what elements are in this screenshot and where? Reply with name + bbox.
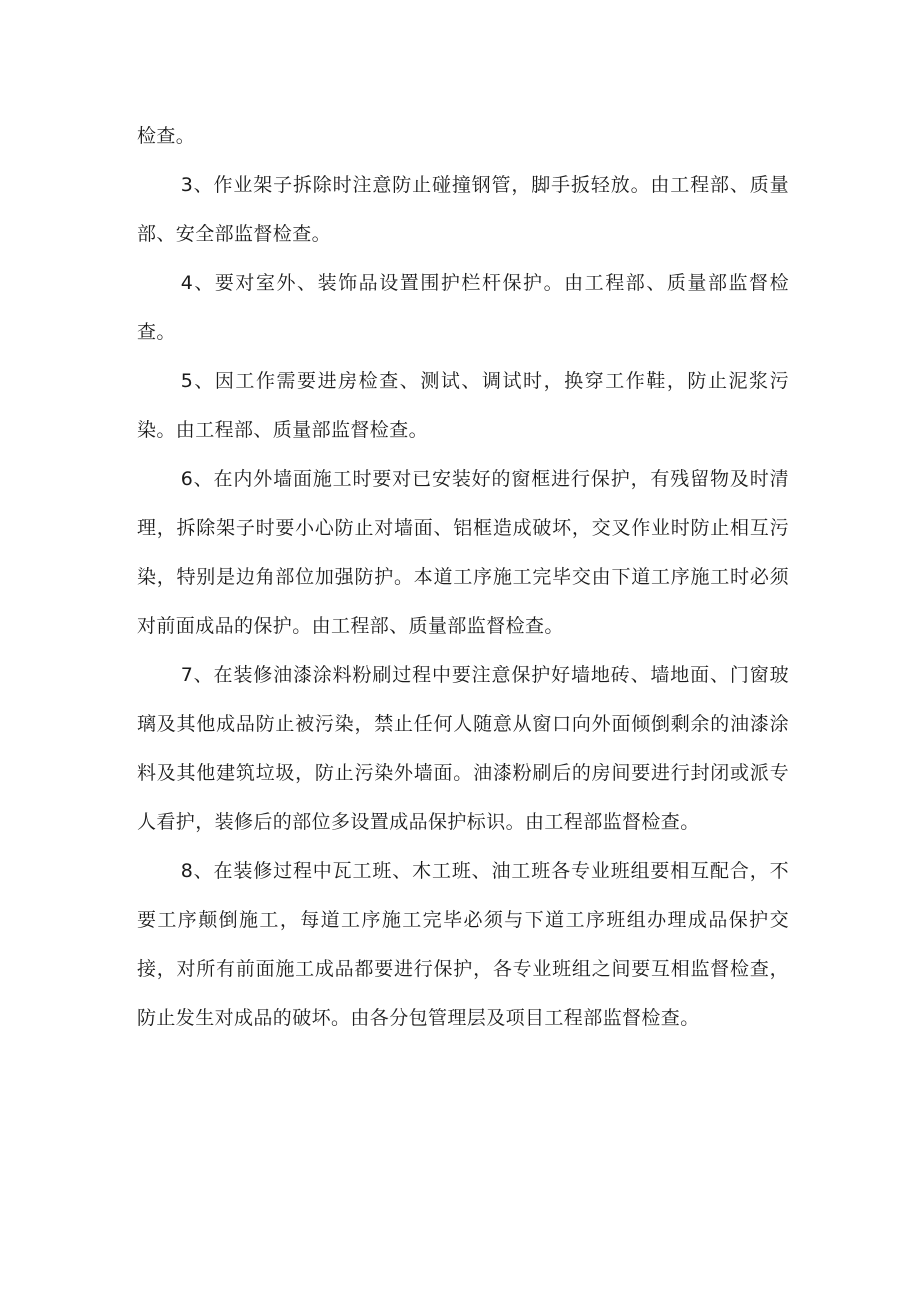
paragraph-continuation: 检查。 — [137, 125, 196, 147]
paragraph-item-6: 6、在内外墙面施工时要对已安装好的窗框进行保护，有残留物及时清理，拆除架子时要小心防止对墙面、铝框造成破坏，交叉作业时防止相互污染，特别是边角部位加强防护。本道工序施工完毕交由下道工序施工时必须对前面成品的保护。由工程部、质量部监督检查。 — [137, 468, 789, 637]
paragraph-item-3: 3、作业架子拆除时注意防止碰撞钢管，脚手扳轻放。由工程部、质量部、安全部监督检查。 — [137, 174, 789, 245]
paragraph-item-7: 7、在装修油漆涂料粉刷过程中要注意保护好墙地砖、墙地面、门窗玻璃及其他成品防止被污染，禁止任何人随意从窗口向外面倾倒剩余的油漆涂料及其他建筑垃圾，防止污染外墙面。油漆粉刷后的房间要进行封闭或派专人看护，装修后的部位多设置成品保护标识。由工程部监督检查。 — [137, 664, 789, 833]
paragraph-item-5: 5、因工作需要进房检查、测试、调试时，换穿工作鞋，防止泥浆污染。由工程部、质量部监督检查。 — [137, 370, 789, 441]
document-body — [137, 112, 789, 1043]
paragraph-item-8: 8、在装修过程中瓦工班、木工班、油工班各专业班组要相互配合，不要工序颠倒施工，每道工序施工完毕必须与下道工序班组办理成品保护交接，对所有前面施工成品都要进行保护，各专业班组之间要互相监督检查，防止发生对成品的破坏。由各分包管理层及项目工程部监督检查。 — [137, 860, 789, 1029]
paragraph-item-4: 4、要对室外、装饰品设置围护栏杆保护。由工程部、质量部监督检查。 — [137, 272, 789, 343]
